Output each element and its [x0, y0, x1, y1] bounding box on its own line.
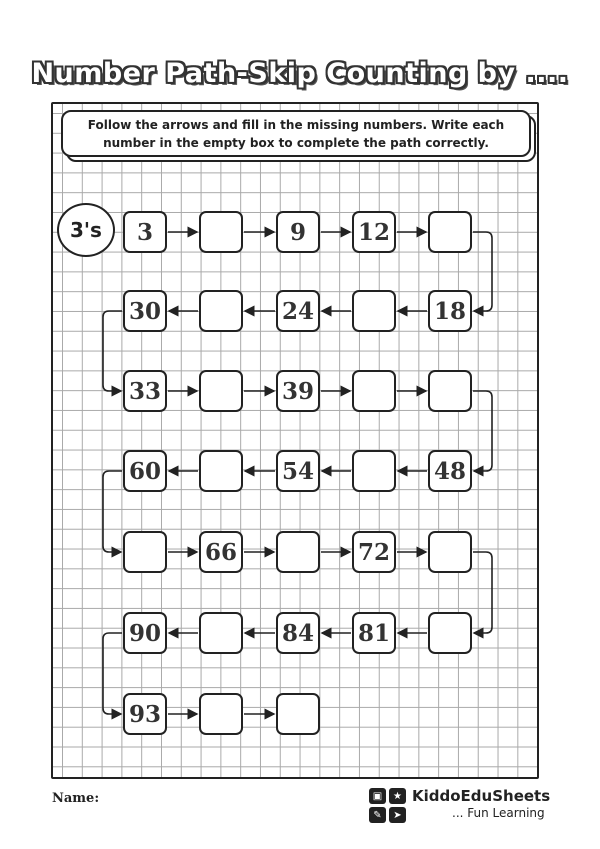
- book-icon: ▣: [369, 788, 386, 804]
- path-arrow: [473, 232, 492, 311]
- skip-count-badge: 3's: [57, 203, 115, 257]
- number-box: 60: [123, 450, 167, 492]
- number-box: 3: [123, 211, 167, 253]
- number-box: 33: [123, 370, 167, 412]
- brand-tagline: ... Fun Learning: [452, 806, 545, 820]
- empty-answer-box[interactable]: [199, 290, 243, 332]
- star-icon: ★: [389, 788, 406, 804]
- name-label: Name:: [52, 791, 100, 806]
- number-box: 9: [276, 211, 320, 253]
- number-box: 30: [123, 290, 167, 332]
- empty-answer-box[interactable]: [428, 370, 472, 412]
- path-arrow: [103, 633, 122, 714]
- empty-answer-box[interactable]: [199, 450, 243, 492]
- instructions-line-2: number in the empty box to complete the path correctly.: [103, 136, 489, 150]
- brand-name: KiddoEduSheets: [412, 787, 551, 805]
- number-box: 12: [352, 211, 396, 253]
- empty-answer-box[interactable]: [276, 531, 320, 573]
- number-box: 90: [123, 612, 167, 654]
- number-box: 72: [352, 531, 396, 573]
- empty-answer-box[interactable]: [428, 612, 472, 654]
- path-arrow: [473, 391, 492, 471]
- brand-logo: [369, 788, 409, 824]
- path-arrow: [103, 311, 122, 391]
- empty-answer-box[interactable]: [199, 370, 243, 412]
- empty-answer-box[interactable]: [428, 531, 472, 573]
- empty-answer-box[interactable]: [352, 370, 396, 412]
- empty-answer-box[interactable]: [276, 693, 320, 735]
- number-box: 93: [123, 693, 167, 735]
- path-arrow: [103, 471, 122, 552]
- rocket-icon: ➤: [389, 807, 406, 823]
- empty-answer-box[interactable]: [352, 450, 396, 492]
- empty-answer-box[interactable]: [199, 693, 243, 735]
- worksheet-title: Number Path-Skip Counting by ....: [31, 58, 569, 89]
- number-box: 84: [276, 612, 320, 654]
- number-box: 66: [199, 531, 243, 573]
- empty-answer-box[interactable]: [428, 211, 472, 253]
- empty-answer-box[interactable]: [123, 531, 167, 573]
- empty-answer-box[interactable]: [199, 211, 243, 253]
- number-box: 48: [428, 450, 472, 492]
- number-box: 24: [276, 290, 320, 332]
- number-box: 54: [276, 450, 320, 492]
- number-box: 39: [276, 370, 320, 412]
- empty-answer-box[interactable]: [352, 290, 396, 332]
- instructions-line-1: Follow the arrows and fill in the missing numbers. Write each: [87, 118, 505, 132]
- number-box: 18: [428, 290, 472, 332]
- pencil-icon: ✎: [369, 807, 386, 823]
- number-box: 81: [352, 612, 396, 654]
- empty-answer-box[interactable]: [199, 612, 243, 654]
- path-arrow: [473, 552, 492, 633]
